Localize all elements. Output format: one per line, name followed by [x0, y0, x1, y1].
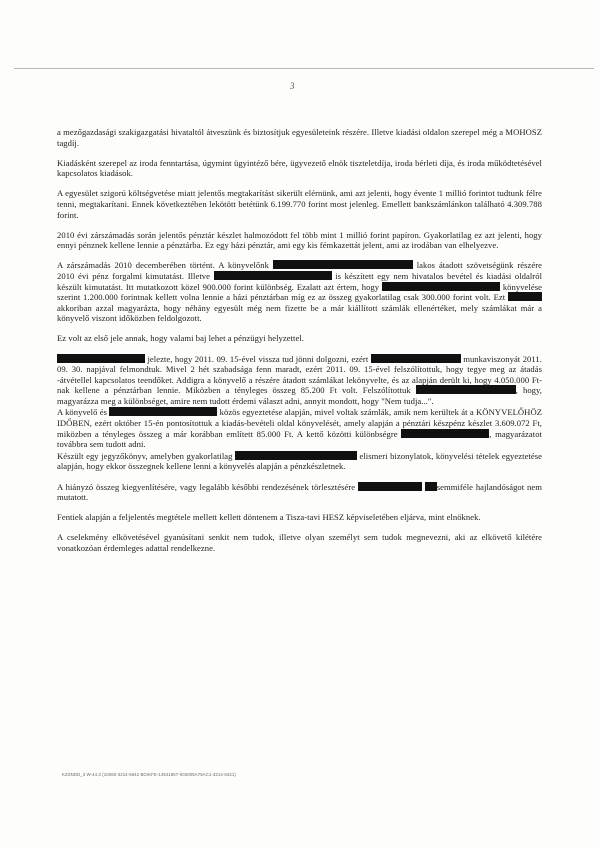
redaction-bar: [358, 482, 422, 491]
paragraph-10: [57, 482, 542, 503]
redaction-bar: [273, 260, 413, 269]
top-rule: [14, 68, 594, 69]
paragraph-11: Fentiek alapján a feljelentés megtétele mellett kellett döntenem a Tisza-tavi HESZ képviseletében eljárva, mint elnöknek.: [57, 512, 481, 523]
redaction-bar: [401, 429, 489, 438]
paragraph-9-text-b: elismeri bizonylatok, könyvelési tételek egyeztetése alapján, hogy ekkor összegnek kellene lenni a könyvelés alapján a pénzkészletnek.: [57, 450, 542, 472]
document-body: [57, 127, 542, 563]
paragraph-5-text-a: A zárszámadás 2010 decemberében történt. A könyvelőnk: [57, 260, 269, 271]
redaction-bar: [382, 282, 500, 291]
paragraph-8: [57, 407, 542, 449]
paragraph-10-text-b: semmiféle hajlandóságot nem mutatott.: [57, 481, 542, 503]
paragraph-6: Ez volt az első jele annak, hogy valami baj lehet a pénzügyi helyzettel.: [57, 333, 304, 344]
paragraph-8-text-b: közös egyeztetése alapján, mivel voltak számlák, amik nem kerültek át a KÖNYVELŐHÖZ IDŐBEN, ezért október 15-én pontosítottuk a kiadás-bevételi oldal könyvelését, amely alapján a pénztári készpénz készlet 3.609.072 Ft, miközben a tényleges összeg a már korábban említett 85.000 Ft. A kettő közötti különbségre: [57, 407, 542, 439]
redaction-bar: [214, 271, 332, 280]
paragraph-5: [57, 260, 542, 324]
paragraph-3: A egyesület szigorú költségvetése miatt jelentős megtakarítást sikerült elérnünk, ami azt jelenti, hogy évente 1 millió forintot tudtunk félre tenni, megtakarítani. Ennek következtében lekötött betétünk 6.199.770 forint most jelenleg. Emellett bankszámlánkon található 4.309.788 forint.: [57, 188, 542, 220]
redaction-bar: [508, 292, 542, 301]
page-number: 3: [290, 81, 295, 91]
paragraph-2: Kiadásként szerepel az iroda fenntartása, úgymint ügyintéző bére, ügyvezető elnök tiszteletdíja, iroda bérleti díja, és iroda működtetésével kapcsolatos kiadások.: [57, 157, 542, 179]
footer-code: KZSNDD_3 W-44.3 (10060-3214-5642 BGIKFE-14541857-003005A75AC1-3214-6321): [62, 772, 236, 777]
redaction-bar: [109, 407, 217, 416]
paragraph-5-text-d: könyvelése szerint 1.200.000 forintnak kellett volna lennie a házi pénztárban míg ez az összeg gyakorlatilag csak 300.000 forint volt. Ezt: [57, 281, 542, 303]
redaction-bar: [371, 354, 461, 363]
redaction-bar: [425, 482, 437, 491]
paragraph-9-text-a: Készült egy jegyzőkönyv, amelyben gyakorlatilag: [57, 450, 233, 461]
paragraph-10-text-a: A hiányzó összeg kiegyenlítésére, vagy legalább későbbi rendezésének törlesztésére: [57, 481, 356, 492]
redaction-bar: [57, 354, 145, 363]
paragraph-1: a mezőgazdasági szakigazgatási hivataltól átveszünk és biztosítjuk egyesületeink részére. Illetve kiadási oldalon szerepel még a MOHOSZ tagdíj.: [57, 127, 542, 148]
paragraph-5-text-e: akkoriban azzal magyarázta, hogy néhány egyesült még nem fizette be a már kiállított számlák ellenértéket, mely számlákat már a könyvelő viszont időközben feldolgozott.: [57, 302, 542, 324]
paragraph-7-text-a: jelezte, hogy 2011. 09. 15-ével vissza tud jönni dolgozni, ezért: [147, 353, 369, 364]
paragraph-7-text-c: , hogy, magyarázza meg a különbséget, amire nem tudott érdemi választ adni, annyit mondott, hogy "Nem tudja...".: [57, 385, 542, 406]
paragraph-9: [57, 451, 542, 472]
paragraph-8-text-c: , magyarázatot továbbra sem tudott adni.: [57, 428, 542, 450]
redaction-bar: [235, 451, 357, 460]
redaction-bar: [416, 385, 516, 394]
paragraph-4: 2010 évi zárszámadás során jelentős pénztár készlet halmozódott fel több mint 1 millió forint papíron. Gyakorlatilag ez azt jelenti, hogy ennyi pénznek kellene lennie a pénztárba. Ez egy házi pénztár, ami egy kis fémkazettát jelent, ami az irodában van elhelyezve.: [57, 229, 542, 251]
paragraph-5-text-c: is készített egy nem hivatalos bevétel és kiadási oldalról készült kimutatást. Itt mutatkozott közel 900.000 forint különbség. Ezalatt azt értem, hogy: [57, 270, 543, 292]
paragraph-7: [57, 354, 542, 407]
paragraph-7-text-b: munkaviszonyát 2011. 09. 30. napjával felmondtuk. Mivel 2 hét szabadsága fenn maradt, ezért 2011. 09. 15-ével felszólítottuk, hogy tegye meg az átadás -átvétellel kapcsolatos teendőket. Addigra a könyvelő a részére átadott számlákat lekönyvelte, és az alapján derült ki, hogy 4.050.000 Ft-nak kellene a pénztárban lennie. Miközben a tényleges összeg 85.200 Ft volt. Felszólítottuk: [57, 353, 542, 396]
paragraph-5-text-b: lakos átadott szövetségünk részére 2010 évi pénz forgalmi kimutatást. Illetve: [57, 260, 542, 281]
paragraph-12: A cselekmény elkövetésével gyanúsítani senkit nem tudok, illetve olyan személyt sem tudok megnevezni, aki az elkövető kilétére vonatkozóan érdemleges adattal rendelkezne.: [57, 532, 542, 553]
paragraph-8-text-a: A könyvelő és: [57, 407, 108, 418]
